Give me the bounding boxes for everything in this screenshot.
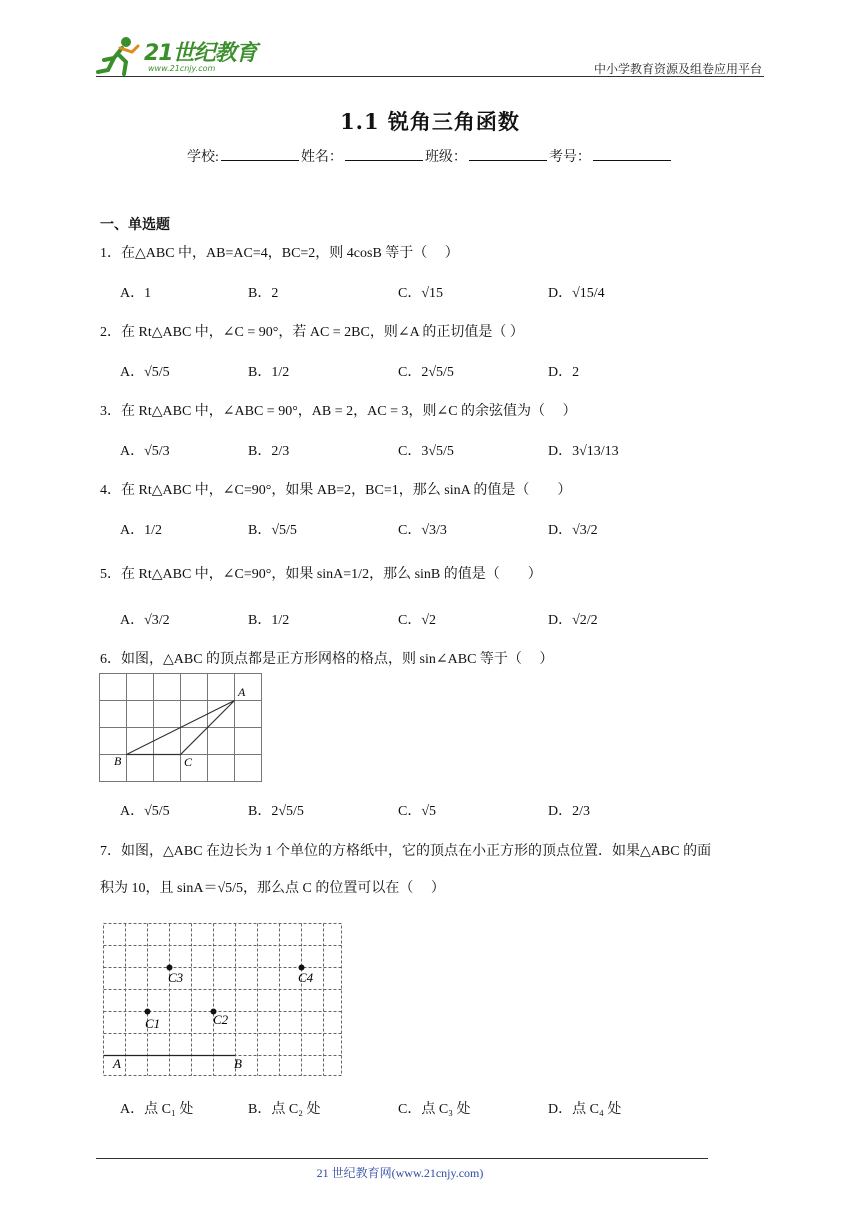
question-5-stem: 5．在 Rt△ABC 中，∠C=90°，如果 sinA=1/2，那么 sinB 的值是（ ）	[100, 567, 542, 582]
logo-text: 21世纪教育	[144, 41, 257, 66]
q7-option-d[interactable]: D．点 C₄ 处	[548, 1102, 622, 1117]
q1-option-b[interactable]: B．2	[248, 286, 279, 301]
q3-option-b[interactable]: B．2/3	[248, 444, 290, 459]
q6-option-c[interactable]: C．√5	[398, 804, 437, 819]
school-label: 学校:	[187, 150, 219, 165]
q4-option-c[interactable]: C．√3/3	[398, 523, 447, 538]
q6-label-b: B	[114, 754, 122, 768]
q5-option-c[interactable]: C．√2	[398, 613, 437, 628]
section-heading: 一、单选题	[100, 217, 170, 233]
question-7-stem-line1: 7．如图，△ABC 在边长为 1 个单位的方格纸中，它的顶点在小正方形的顶点位置．如果△ABC 的面	[100, 844, 712, 859]
q5-option-d[interactable]: D．√2/2	[548, 613, 598, 628]
runner-logo-icon	[96, 34, 142, 78]
q7-point-c1	[145, 1009, 151, 1015]
class-blank[interactable]	[469, 148, 547, 161]
q3-option-c[interactable]: C．3√5/5	[398, 444, 454, 459]
footer-text[interactable]: 21 世纪教育网(www.21cnjy.com)	[316, 1166, 484, 1180]
school-blank[interactable]	[221, 148, 299, 161]
q3-option-d[interactable]: D．3√13/13	[548, 444, 619, 459]
q6-grid-figure	[98, 672, 264, 784]
q7-grid-figure	[100, 920, 346, 1080]
q4-option-d[interactable]: D．√3/2	[548, 523, 598, 538]
q7-option-c[interactable]: C．点 C₃ 处	[398, 1102, 471, 1117]
q1-option-d[interactable]: D．√15/4	[548, 286, 605, 301]
q4-option-b[interactable]: B．√5/5	[248, 523, 297, 538]
page-title: 1.1 锐角三角函数	[340, 109, 520, 134]
q7-option-a[interactable]: A．点 C₁ 处	[120, 1102, 194, 1117]
class-label: 班级：	[424, 150, 467, 165]
question-1-stem: 1．在△ABC 中，AB=AC=4，BC=2，则 4cosB 等于（ ）	[100, 246, 459, 261]
name-label: 姓名：	[300, 150, 343, 165]
q6-label-a: A	[238, 685, 246, 699]
q2-option-c[interactable]: C．2√5/5	[398, 365, 454, 380]
q5-option-a[interactable]: A．√3/2	[120, 613, 170, 628]
footer-divider	[96, 1158, 708, 1159]
q6-label-c: C	[184, 755, 193, 769]
exam-no-blank[interactable]	[593, 148, 671, 161]
platform-name: 中小学教育资源及组卷应用平台	[593, 62, 762, 76]
q2-option-d[interactable]: D．2	[548, 365, 580, 380]
question-4-stem: 4．在 Rt△ABC 中，∠C=90°，如果 AB=2，BC=1，那么 sinA 的值是（ ）	[100, 483, 572, 498]
q2-option-b[interactable]: B．1/2	[248, 365, 290, 380]
q1-option-a[interactable]: A．1	[120, 286, 152, 301]
name-blank[interactable]	[345, 148, 423, 161]
q6-option-a[interactable]: A．√5/5	[120, 804, 170, 819]
exam-no-label: 考号：	[548, 150, 591, 165]
header-divider	[96, 76, 764, 77]
q7-option-b[interactable]: B．点 C₂ 处	[248, 1102, 321, 1117]
q6-option-b[interactable]: B．2√5/5	[248, 804, 304, 819]
q7-label-c3: C3	[168, 970, 184, 985]
question-2-stem: 2．在 Rt△ABC 中，∠C = 90°，若 AC = 2BC，则∠A 的正切值是（ ）	[100, 325, 524, 340]
q6-option-d[interactable]: D．2/3	[548, 804, 590, 819]
q3-option-a[interactable]: A．√5/3	[120, 444, 170, 459]
q5-option-b[interactable]: B．1/2	[248, 613, 290, 628]
question-6-stem: 6．如图，△ABC 的顶点都是正方形网格的格点，则 sin∠ABC 等于（ ）	[100, 652, 554, 667]
logo	[96, 34, 266, 78]
q2-option-a[interactable]: A．√5/5	[120, 365, 170, 380]
q7-label-a: A	[113, 1056, 121, 1071]
question-3-stem: 3．在 Rt△ABC 中，∠ABC = 90°，AB = 2，AC = 3，则∠C 的余弦值为（ ）	[100, 404, 577, 419]
student-info-line	[0, 146, 860, 166]
q7-label-c4: C4	[298, 970, 314, 985]
q7-label-c2: C2	[213, 1012, 229, 1027]
q4-option-a[interactable]: A．1/2	[120, 523, 162, 538]
q7-label-b: B	[234, 1056, 242, 1071]
q7-label-c1: C1	[145, 1016, 161, 1031]
logo-url: www.21cnjy.com	[148, 64, 216, 73]
question-7-stem-line2: 积为 10，且 sinA＝√5/5，那么点 C 的位置可以在（ ）	[100, 881, 445, 896]
q1-option-c[interactable]: C．√15	[398, 286, 444, 301]
